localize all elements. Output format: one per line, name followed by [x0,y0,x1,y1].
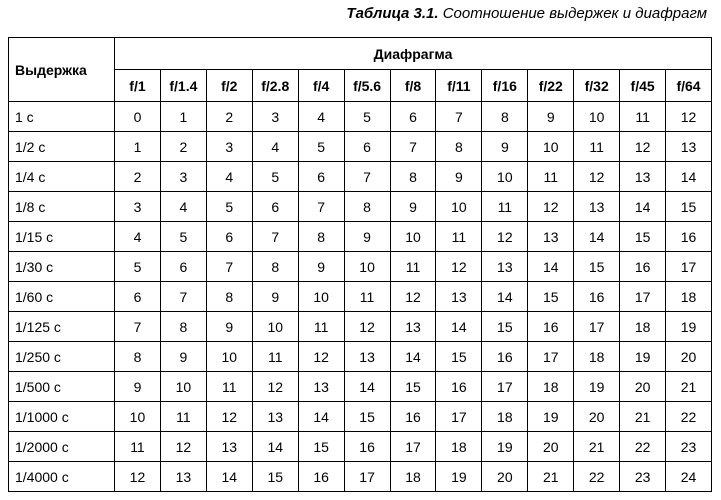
exposure-value-cell: 12 [482,222,528,252]
exposure-value-cell: 19 [482,432,528,462]
exposure-value-cell: 14 [206,462,252,492]
exposure-value-cell: 11 [298,312,344,342]
exposure-value-cell: 11 [620,102,666,132]
exposure-value-cell: 11 [390,252,436,282]
caption-text: Соотношение выдержек и диафрагм [442,5,707,22]
fstop-header: f/2.8 [252,70,298,102]
exposure-value-cell: 12 [390,282,436,312]
exposure-value-cell: 14 [574,222,620,252]
fstop-header: f/2 [206,70,252,102]
exposure-value-cell: 7 [390,132,436,162]
exposure-value-cell: 2 [206,102,252,132]
exposure-value-cell: 15 [298,432,344,462]
fstop-header: f/16 [482,70,528,102]
exposure-value-cell: 3 [160,162,206,192]
exposure-value-cell: 19 [620,342,666,372]
table-row [9,432,712,462]
exposure-value-cell: 21 [620,402,666,432]
exposure-value-cell: 8 [206,282,252,312]
fstop-header: f/8 [390,70,436,102]
exposure-value-cell: 15 [436,342,482,372]
exposure-value-cell: 10 [298,282,344,312]
exposure-value-cell: 9 [436,162,482,192]
exposure-value-cell: 10 [574,102,620,132]
exposure-value-cell: 2 [115,162,161,192]
exposure-value-cell: 15 [344,402,390,432]
shutter-speed-cell: 1 c [9,102,115,132]
exposure-value-cell: 7 [252,222,298,252]
exposure-value-cell: 12 [206,402,252,432]
exposure-value-cell: 9 [160,342,206,372]
exposure-value-cell: 19 [528,402,574,432]
exposure-value-cell: 23 [666,432,712,462]
table-row [9,342,712,372]
exposure-value-cell: 6 [344,132,390,162]
exposure-value-cell: 9 [252,282,298,312]
exposure-value-cell: 13 [206,432,252,462]
exposure-value-cell: 20 [528,432,574,462]
table-row [9,372,712,402]
table-row [9,162,712,192]
exposure-value-cell: 18 [574,342,620,372]
exposure-value-cell: 17 [344,462,390,492]
table-row [9,252,712,282]
exposure-value-cell: 3 [115,192,161,222]
exposure-value-cell: 7 [160,282,206,312]
shutter-speed-cell: 1/500 c [9,372,115,402]
exposure-value-cell: 13 [528,222,574,252]
exposure-value-cell: 1 [160,102,206,132]
exposure-value-cell: 8 [298,222,344,252]
exposure-value-cell: 6 [298,162,344,192]
table-row [9,192,712,222]
shutter-speed-cell: 1/60 c [9,282,115,312]
exposure-value-cell: 14 [390,342,436,372]
exposure-value-cell: 7 [436,102,482,132]
exposure-value-cell: 3 [252,102,298,132]
exposure-value-cell: 13 [344,342,390,372]
exposure-value-cell: 12 [620,132,666,162]
exposure-value-cell: 5 [344,102,390,132]
exposure-value-cell: 16 [666,222,712,252]
exposure-value-cell: 5 [252,162,298,192]
exposure-value-cell: 10 [206,342,252,372]
exposure-value-cell: 18 [482,402,528,432]
exposure-value-cell: 9 [115,372,161,402]
table-caption [346,5,707,22]
exposure-value-cell: 14 [528,252,574,282]
aperture-group-header: Диафрагма [115,38,712,70]
exposure-value-cell: 5 [298,132,344,162]
exposure-value-cell: 4 [206,162,252,192]
exposure-value-cell: 9 [390,192,436,222]
exposure-value-cell: 12 [298,342,344,372]
shutter-speed-cell: 1/125 c [9,312,115,342]
exposure-value-cell: 15 [620,222,666,252]
exposure-value-cell: 13 [482,252,528,282]
exposure-value-cell: 14 [666,162,712,192]
exposure-value-cell: 19 [574,372,620,402]
caption-label: Таблица 3.1. [346,5,439,22]
exposure-value-cell: 14 [252,432,298,462]
exposure-value-cell: 14 [344,372,390,402]
shutter-speed-cell: 1/250 c [9,342,115,372]
exposure-value-cell: 6 [252,192,298,222]
exposure-value-cell: 7 [298,192,344,222]
exposure-value-cell: 6 [390,102,436,132]
exposure-value-cell: 5 [206,192,252,222]
exposure-value-cell: 12 [115,462,161,492]
table-body [9,102,712,492]
exposure-value-cell: 11 [206,372,252,402]
exposure-value-cell: 17 [666,252,712,282]
table-row [9,222,712,252]
exposure-value-cell: 14 [482,282,528,312]
exposure-value-cell: 13 [390,312,436,342]
fstop-header-row [9,70,712,102]
fstop-header: f/1 [115,70,161,102]
exposure-value-cell: 4 [160,192,206,222]
exposure-value-cell: 7 [206,252,252,282]
exposure-value-cell: 17 [574,312,620,342]
exposure-value-cell: 10 [528,132,574,162]
exposure-value-cell: 11 [528,162,574,192]
exposure-value-cell: 11 [574,132,620,162]
exposure-value-cell: 15 [574,252,620,282]
exposure-value-cell: 12 [436,252,482,282]
exposure-value-cell: 10 [160,372,206,402]
exposure-value-cell: 9 [482,132,528,162]
fstop-header: f/5.6 [344,70,390,102]
exposure-value-cell: 20 [620,372,666,402]
exposure-value-cell: 15 [390,372,436,402]
exposure-value-cell: 9 [528,102,574,132]
exposure-value-cell: 8 [115,342,161,372]
exposure-value-cell: 16 [344,432,390,462]
exposure-value-cell: 12 [344,312,390,342]
exposure-value-cell: 18 [390,462,436,492]
exposure-value-cell: 21 [666,372,712,402]
exposure-value-cell: 13 [574,192,620,222]
exposure-value-cell: 8 [482,102,528,132]
exposure-value-cell: 8 [390,162,436,192]
exposure-value-cell: 16 [390,402,436,432]
exposure-value-cell: 6 [160,252,206,282]
corner-header: Выдержка [9,38,115,102]
exposure-value-cell: 3 [206,132,252,162]
exposure-value-cell: 20 [666,342,712,372]
exposure-value-cell: 11 [115,432,161,462]
fstop-header: f/11 [436,70,482,102]
exposure-value-cell: 11 [482,192,528,222]
exposure-value-cell: 12 [252,372,298,402]
exposure-value-cell: 7 [344,162,390,192]
exposure-value-cell: 18 [620,312,666,342]
exposure-value-cell: 17 [436,402,482,432]
exposure-value-cell: 20 [482,462,528,492]
exposure-value-cell: 5 [115,252,161,282]
exposure-value-cell: 4 [252,132,298,162]
exposure-value-cell: 6 [206,222,252,252]
exposure-value-cell: 18 [528,372,574,402]
exposure-value-cell: 17 [390,432,436,462]
exposure-value-cell: 16 [436,372,482,402]
shutter-speed-cell: 1/4 c [9,162,115,192]
exposure-value-cell: 20 [574,402,620,432]
exposure-value-cell: 6 [115,282,161,312]
shutter-speed-cell: 1/30 c [9,252,115,282]
exposure-value-cell: 7 [115,312,161,342]
fstop-header: f/1.4 [160,70,206,102]
exposure-value-cell: 21 [528,462,574,492]
exposure-value-cell: 12 [574,162,620,192]
shutter-speed-cell: 1/2000 c [9,432,115,462]
exposure-value-cell: 9 [298,252,344,282]
table-row [9,312,712,342]
exposure-value-cell: 11 [160,402,206,432]
exposure-value-cell: 12 [528,192,574,222]
exposure-value-cell: 10 [252,312,298,342]
exposure-value-cell: 10 [390,222,436,252]
exposure-value-cell: 16 [482,342,528,372]
exposure-value-cell: 15 [482,312,528,342]
exposure-value-cell: 15 [252,462,298,492]
exposure-value-cell: 11 [436,222,482,252]
shutter-speed-cell: 1/8 c [9,192,115,222]
exposure-value-cell: 13 [160,462,206,492]
exposure-value-cell: 9 [206,312,252,342]
exposure-value-cell: 8 [252,252,298,282]
table-row [9,102,712,132]
exposure-value-cell: 16 [298,462,344,492]
shutter-speed-cell: 1/1000 c [9,402,115,432]
exposure-value-cell: 12 [160,432,206,462]
exposure-value-cell: 8 [160,312,206,342]
exposure-value-cell: 19 [436,462,482,492]
table-row [9,462,712,492]
exposure-value-cell: 13 [298,372,344,402]
exposure-value-cell: 11 [252,342,298,372]
exposure-value-cell: 18 [436,432,482,462]
exposure-value-cell: 19 [666,312,712,342]
exposure-value-cell: 18 [666,282,712,312]
exposure-value-cell: 16 [528,312,574,342]
exposure-value-cell: 2 [160,132,206,162]
exposure-value-cell: 17 [620,282,666,312]
exposure-value-cell: 16 [574,282,620,312]
exposure-value-cell: 16 [620,252,666,282]
exposure-value-cell: 17 [528,342,574,372]
exposure-value-cell: 15 [528,282,574,312]
exposure-value-cell: 14 [298,402,344,432]
exposure-value-cell: 22 [620,432,666,462]
shutter-speed-cell: 1/15 c [9,222,115,252]
exposure-value-cell: 8 [344,192,390,222]
exposure-value-cell: 10 [344,252,390,282]
exposure-value-cell: 22 [574,462,620,492]
fstop-header: f/22 [528,70,574,102]
table-row [9,132,712,162]
shutter-speed-cell: 1/2 c [9,132,115,162]
exposure-value-cell: 17 [482,372,528,402]
exposure-table-container [8,37,712,492]
exposure-value-cell: 8 [436,132,482,162]
exposure-value-cell: 5 [160,222,206,252]
exposure-value-cell: 15 [666,192,712,222]
exposure-value-cell: 10 [436,192,482,222]
exposure-value-cell: 4 [298,102,344,132]
table-row [9,402,712,432]
exposure-value-cell: 13 [666,132,712,162]
exposure-value-cell: 0 [115,102,161,132]
exposure-value-cell: 10 [115,402,161,432]
exposure-value-cell: 23 [620,462,666,492]
exposure-value-cell: 12 [666,102,712,132]
exposure-value-cell: 4 [115,222,161,252]
exposure-value-cell: 13 [252,402,298,432]
exposure-value-cell: 9 [344,222,390,252]
exposure-value-cell: 21 [574,432,620,462]
exposure-value-cell: 10 [482,162,528,192]
fstop-header: f/64 [666,70,712,102]
exposure-value-cell: 13 [436,282,482,312]
exposure-value-cell: 13 [620,162,666,192]
exposure-value-cell: 14 [620,192,666,222]
exposure-value-cell: 11 [344,282,390,312]
fstop-header: f/4 [298,70,344,102]
exposure-table [8,37,712,492]
table-row [9,282,712,312]
fstop-header: f/32 [574,70,620,102]
exposure-value-cell: 22 [666,402,712,432]
fstop-header: f/45 [620,70,666,102]
exposure-value-cell: 24 [666,462,712,492]
exposure-value-cell: 14 [436,312,482,342]
exposure-value-cell: 1 [115,132,161,162]
shutter-speed-cell: 1/4000 c [9,462,115,492]
